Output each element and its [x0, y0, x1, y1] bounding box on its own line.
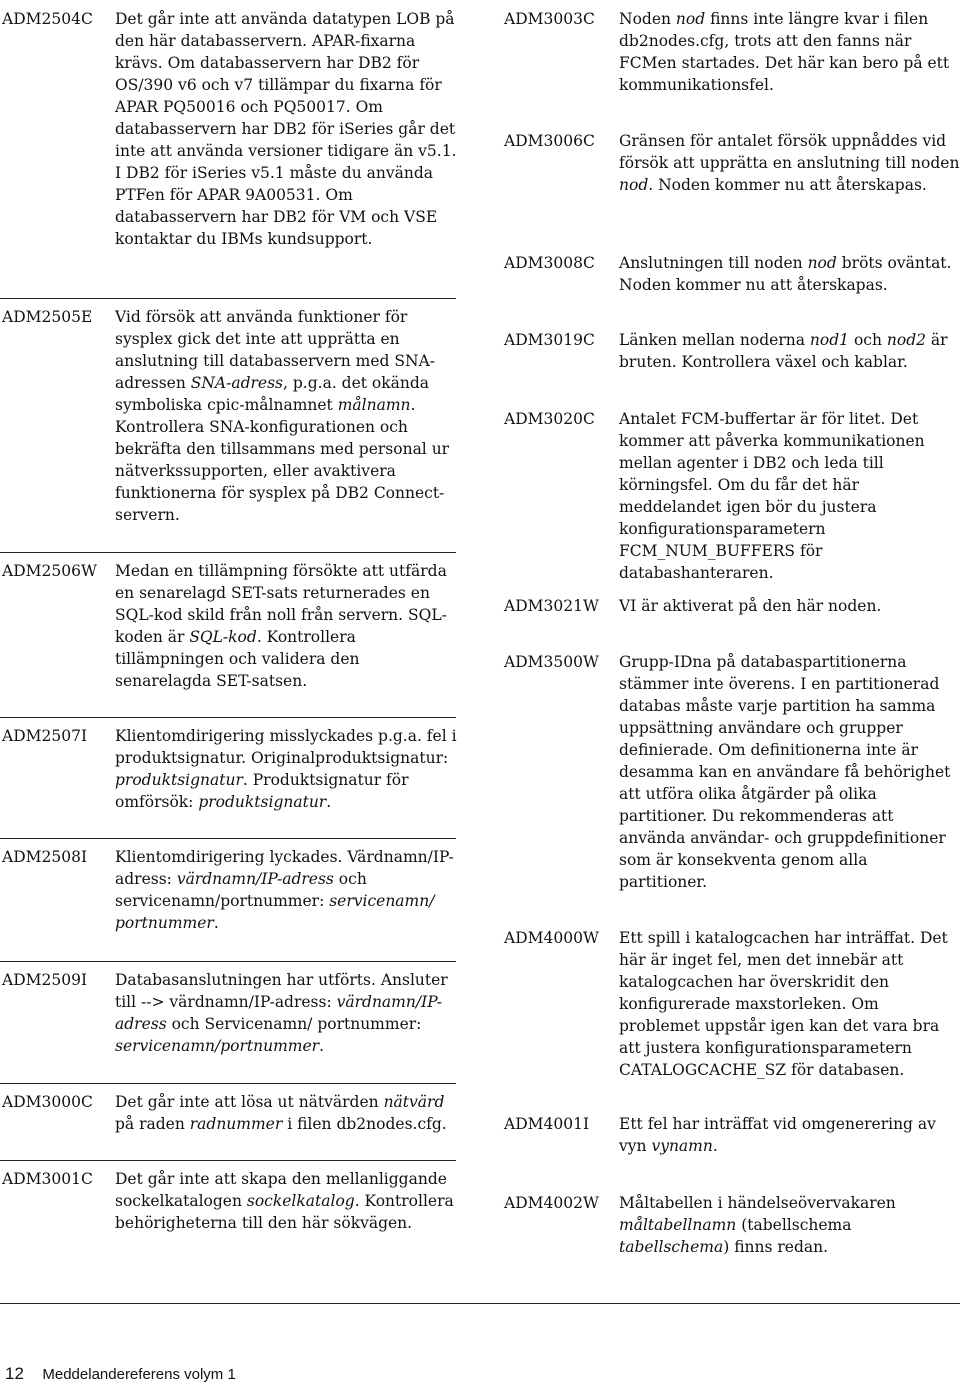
- variable-text: nätvärd: [383, 1093, 445, 1111]
- variable-text: sockelkatalog: [246, 1192, 355, 1210]
- variable-text: SNA-adress: [190, 374, 284, 392]
- description-text: Länken mellan noderna: [619, 331, 810, 349]
- variable-text: målnamn: [337, 396, 411, 414]
- page-footer: [5, 1364, 236, 1385]
- description-text: ) finns redan.: [723, 1238, 829, 1256]
- message-description: [619, 1192, 960, 1258]
- message-description: [115, 1091, 458, 1135]
- description-text: Ett fel har inträffat vid omgenerering av vyn: [619, 1115, 936, 1155]
- variable-text: nod1: [809, 331, 850, 349]
- entry-separator: [0, 298, 456, 299]
- message-description: [115, 8, 458, 250]
- message-description: [115, 846, 458, 934]
- message-code: ADM2505E: [2, 308, 93, 326]
- description-text: .: [213, 914, 219, 932]
- message-description: [115, 306, 458, 526]
- description-text: . Kontrollera behörigheterna till den här sökvägen.: [115, 1192, 454, 1232]
- footer-rule: [0, 1303, 960, 1304]
- message-description: [619, 927, 960, 1081]
- message-code: ADM3021W: [504, 597, 599, 615]
- description-text: .: [326, 793, 332, 811]
- variable-text: måltabellnamn: [619, 1216, 737, 1234]
- description-text: Ett spill i katalogcachen har inträffat. Det här är inget fel, men det innebär att katalogcachen har överskridit den konfigurerade maxstorleken. Om problemet uppstår igen kan det vara bra att justera konfigurationsparametern CATALOGCACHE_SZ för databasen.: [619, 929, 948, 1079]
- message-description: [619, 408, 960, 584]
- description-text: och: [849, 331, 887, 349]
- message-description: [115, 560, 458, 692]
- entry-separator: [0, 961, 456, 962]
- variable-text: nod2: [886, 331, 926, 349]
- description-text: . Produktsignatur för omförsök:: [115, 771, 409, 811]
- description-text: finns inte längre kvar i filen db2nodes.cfg, trots att den fanns när FCMen startades. Det här kan bero på ett kommunikationsfel.: [619, 10, 950, 94]
- message-code: ADM4002W: [504, 1194, 599, 1212]
- message-code: ADM2507I: [2, 727, 88, 745]
- description-text: på raden: [115, 1115, 190, 1133]
- message-code: ADM4000W: [504, 929, 599, 947]
- description-text: Databasanslutningen har utförts. Ansluter till --> värdnamn/IP-adress:: [115, 971, 448, 1011]
- message-description: [619, 130, 960, 196]
- description-text: .: [712, 1137, 718, 1155]
- description-text: . Kontrollera tillämpningen och validera den senarelagda SET-satsen.: [115, 628, 360, 690]
- description-text: Klientomdirigering lyckades. Värdnamn/IP-adress:: [115, 848, 454, 888]
- message-description: [619, 595, 960, 617]
- variable-text: nod: [675, 10, 706, 28]
- message-description: [619, 651, 960, 893]
- message-code: ADM3000C: [2, 1093, 93, 1111]
- variable-text: vynamn: [651, 1137, 713, 1155]
- message-description: [619, 1113, 960, 1157]
- variable-text: SQL-kod: [189, 628, 257, 646]
- message-code: ADM4001I: [504, 1115, 590, 1133]
- entry-separator: [0, 717, 456, 718]
- description-text: och Servicenamn/ portnummer:: [166, 1015, 422, 1033]
- entry-separator: [0, 1160, 456, 1161]
- message-code: ADM2504C: [2, 10, 93, 28]
- message-code: ADM3001C: [2, 1170, 93, 1188]
- variable-text: radnummer: [189, 1115, 283, 1133]
- variable-text: nod: [807, 254, 837, 272]
- description-text: Det går inte att skapa den mellanliggande sockelkatalogen: [115, 1170, 447, 1210]
- description-text: Måltabellen i händelseövervakaren: [619, 1194, 896, 1212]
- description-text: Grupp-IDna på databaspartitionerna stämmer inte överens. I en partitionerad databas måste varje partition ha samma uppsättning användare och grupper definierade. Om definitionerna inte är desamma kan en användare få behörighet att utföra olika åtgärder på olika partitioner. Du rekommenderas att använda användar- och gruppdefinitioner som är konsekventa genom alla partitioner.: [619, 653, 951, 891]
- variable-text: servicenamn/ portnummer: [115, 892, 435, 932]
- variable-text: tabellschema: [619, 1238, 724, 1256]
- entry-separator: [0, 1083, 456, 1084]
- message-code: ADM3008C: [504, 254, 595, 272]
- message-description: [115, 725, 458, 813]
- description-text: . Noden kommer nu att återskapas.: [648, 176, 927, 194]
- variable-text: nod: [619, 176, 649, 194]
- description-text: i filen db2nodes.cfg.: [282, 1115, 447, 1133]
- description-text: Anslutningen till noden: [619, 254, 808, 272]
- variable-text: servicenamn/portnummer: [115, 1037, 320, 1055]
- variable-text: värdnamn/IP-adress: [176, 870, 334, 888]
- description-text: Medan en tillämpning försökte att utfärda en senarelagd SET-sats returnerades en SQL-kod skild från noll från servern. SQL-koden är: [115, 562, 447, 646]
- message-code: ADM2509I: [2, 971, 88, 989]
- book-title: Meddelandereferens volym 1: [42, 1366, 236, 1383]
- message-code: ADM3500W: [504, 653, 599, 671]
- variable-text: värdnamn/IP-adress: [115, 993, 443, 1033]
- message-code: ADM3003C: [504, 10, 595, 28]
- message-code: ADM3020C: [504, 410, 595, 428]
- variable-text: produktsignatur: [198, 793, 327, 811]
- description-text: Det går inte att använda datatypen LOB på den här databasservern. APAR-fixarna krävs. Om databasservern har DB2 för OS/390 v6 och v7 tillämpar du fixarna för APAR PQ50016 och PQ50017. Om databasservern har DB2 för iSeries går det inte att använda versioner tidigare än v5.1. I DB2 för iSeries v5.1 måste du använda PTFen för APAR 9A00531. Om databasservern har DB2 för VM och VSE kontaktar du IBMs kundsupport.: [115, 10, 457, 248]
- message-description: [619, 329, 960, 373]
- message-description: [115, 969, 458, 1057]
- description-text: Vid försök att använda funktioner för sysplex gick det inte att upprätta en anslutning till databasservern med SNA-adressen: [115, 308, 436, 392]
- message-code: ADM2508I: [2, 848, 88, 866]
- description-text: , p.g.a. det okända symboliska cpic-målnamnet: [115, 374, 430, 414]
- description-text: VI är aktiverat på den här noden.: [619, 597, 882, 615]
- message-code: ADM3006C: [504, 132, 595, 150]
- message-code: ADM3019C: [504, 331, 595, 349]
- description-text: Antalet FCM-buffertar är för litet. Det kommer att påverka kommunikationen mellan agenter i DB2 och leda till körningsfel. Om du får det här meddelandet igen bör du justera konfigurationsparametern FCM_NUM_BUFFERS för databashanteraren.: [619, 410, 925, 582]
- description-text: och servicenamn/portnummer:: [115, 870, 367, 910]
- description-text: (tabellschema: [736, 1216, 852, 1234]
- description-text: Det går inte att lösa ut nätvärden: [115, 1093, 384, 1111]
- description-text: .: [319, 1037, 325, 1055]
- description-text: Klientomdirigering misslyckades p.g.a. fel i produktsignatur. Originalproduktsignatur:: [115, 727, 457, 767]
- page-number: 12: [5, 1364, 24, 1383]
- description-text: Noden: [619, 10, 676, 28]
- description-text: är bruten. Kontrollera växel och kablar.: [619, 331, 948, 371]
- description-text: Gränsen för antalet försök uppnåddes vid försök att upprätta en anslutning till noden: [619, 132, 960, 172]
- description-text: . Kontrollera SNA-konfigurationen och bekräfta den tillsammans med personal ur nätverkssupporten, eller avaktivera funktionerna för sysplex på DB2 Connect-servern.: [115, 396, 450, 524]
- message-description: [619, 8, 960, 96]
- variable-text: produktsignatur: [115, 771, 243, 789]
- message-description: [115, 1168, 458, 1234]
- entry-separator: [0, 838, 456, 839]
- message-code: ADM2506W: [2, 562, 97, 580]
- message-description: [619, 252, 960, 296]
- entry-separator: [0, 552, 456, 553]
- description-text: bröts oväntat. Noden kommer nu att återskapas.: [619, 254, 952, 294]
